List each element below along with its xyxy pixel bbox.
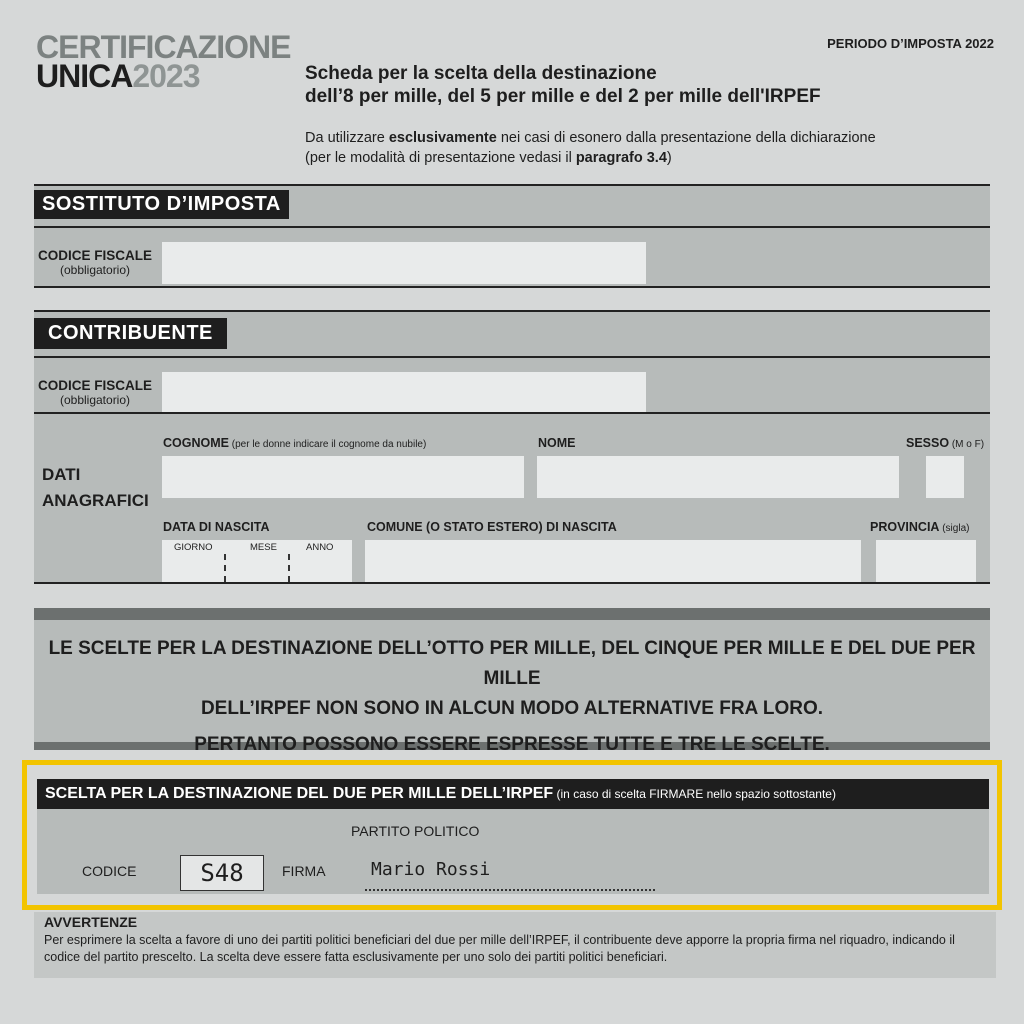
due-per-mille-note: (in caso di scelta FIRMARE nello spazio sottostante) — [553, 787, 836, 801]
sesso-field[interactable] — [926, 456, 964, 498]
anno-label: ANNO — [306, 542, 334, 553]
notice-line1: LE SCELTE PER LA DESTINAZIONE DELL’OTTO PER MILLE, DEL CINQUE PER MILLE E DEL DUE PER MILLE — [48, 638, 976, 689]
contribuente-cf-label-text: CODICE FISCALE — [38, 378, 153, 393]
provincia-label-text: PROVINCIA — [870, 520, 940, 534]
cognome-field[interactable] — [162, 456, 524, 498]
cognome-note: (per le donne indicare il cognome da nubile) — [228, 439, 427, 450]
contribuente-cf-sub: (obbligatorio) — [59, 393, 131, 407]
periodo-imposta: PERIODO D’IMPOSTA 2022 — [827, 36, 994, 51]
sesso-label-text: SESSO — [906, 436, 950, 450]
logo-unica — [36, 60, 200, 92]
sesso-label — [906, 436, 984, 450]
nome-field[interactable] — [537, 456, 899, 498]
due-per-mille-box — [22, 760, 1002, 910]
subtitle-post: nei casi di esonero dalla presentazione della dichiarazione — [496, 130, 876, 146]
divider — [34, 226, 990, 228]
firma-label: FIRMA — [282, 863, 326, 879]
firma-signature[interactable]: Mario Rossi — [371, 859, 491, 880]
sostituto-title: SOSTITUTO D’IMPOSTA — [34, 190, 289, 219]
subtitle2-post: ) — [666, 150, 672, 166]
subtitle-line1 — [305, 128, 876, 148]
contribuente-title: CONTRIBUENTE — [34, 318, 227, 349]
contribuente-section — [34, 310, 990, 584]
avvertenze-box — [34, 912, 996, 978]
comune-field[interactable] — [365, 540, 861, 582]
avvertenze-text: Per esprimere la scelta a favore di uno dei partiti politici beneficiari del due per mille dell’IRPEF, il contribuente deve apporre la propria firma nel riquadro, indicando il codice del partito prescelto. La scelta deve essere fatta esclusivamente per uno solo dei partiti politici beneficiari. — [44, 933, 955, 964]
notice-line2: DELL’IRPEF NON SONO IN ALCUN MODO ALTERNATIVE FRA LORO. — [200, 698, 824, 719]
notice-line3: PERTANTO POSSONO ESSERE ESPRESSE TUTTE E TRE LE SCELTE. — [194, 734, 830, 755]
nome-label: NOME — [538, 436, 576, 450]
codice-field[interactable]: S48 — [180, 855, 264, 891]
subtitle-pre: Da utilizzare — [305, 130, 389, 146]
giorno-label: GIORNO — [174, 542, 213, 553]
logo-unica-text: UNICA — [36, 58, 133, 94]
firma-line — [365, 889, 655, 891]
page-title — [305, 62, 821, 108]
provincia-field[interactable] — [876, 540, 976, 582]
dati-anagrafici-label — [42, 462, 149, 514]
comune-label: COMUNE (O STATO ESTERO) DI NASCITA — [367, 520, 617, 534]
contribuente-cf-label — [38, 378, 152, 407]
sostituto-cf-label-text: CODICE FISCALE — [38, 248, 153, 263]
date-separator — [288, 554, 290, 582]
subtitle-line2 — [305, 148, 876, 168]
sostituto-cf-label — [38, 248, 152, 277]
cognome-label-text: COGNOME — [163, 436, 229, 450]
data-nascita-field[interactable] — [162, 540, 352, 582]
divider — [34, 412, 990, 414]
contribuente-cf-field[interactable] — [162, 372, 646, 414]
provincia-label — [870, 520, 969, 534]
due-per-mille-inner — [37, 779, 989, 894]
page-title-line1: Scheda per la scelta della destinazione — [305, 63, 657, 84]
sesso-note: (M o F) — [949, 439, 985, 450]
sostituto-cf-sub: (obbligatorio) — [59, 263, 131, 277]
due-per-mille-title-text: SCELTA PER LA DESTINAZIONE DEL DUE PER MILLE DELL’IRPEF — [45, 785, 554, 802]
mese-label: MESE — [250, 542, 277, 553]
cognome-label — [163, 436, 426, 450]
logo-certificazione: CERTIFICAZIONE — [36, 29, 291, 65]
page-title-line2: dell’8 per mille, del 5 per mille e del 2 per mille dell'IRPEF — [305, 86, 821, 107]
dati-label-2: ANAGRAFICI — [42, 491, 149, 510]
dati-label-1: DATI — [42, 465, 81, 484]
subtitle2-pre: (per le modalità di presentazione vedasi il — [305, 150, 576, 166]
page-subtitle — [305, 128, 876, 168]
divider — [34, 356, 990, 358]
logo-year: 2023 — [132, 58, 200, 94]
due-per-mille-title — [37, 779, 989, 809]
codice-label: CODICE — [82, 863, 137, 879]
sostituto-cf-field[interactable] — [162, 242, 646, 284]
divider — [34, 286, 990, 288]
nascita-label: DATA DI NASCITA — [163, 520, 270, 534]
divider — [34, 582, 990, 584]
avvertenze-title: AVVERTENZE — [44, 914, 138, 930]
partito-politico-label: PARTITO POLITICO — [351, 823, 480, 839]
subtitle2-bold: paragrafo 3.4 — [575, 150, 667, 166]
sostituto-section — [34, 184, 990, 288]
provincia-note: (sigla) — [939, 523, 970, 534]
notice-box — [34, 608, 990, 755]
subtitle-bold: esclusivamente — [388, 130, 497, 146]
date-separator — [224, 554, 226, 582]
